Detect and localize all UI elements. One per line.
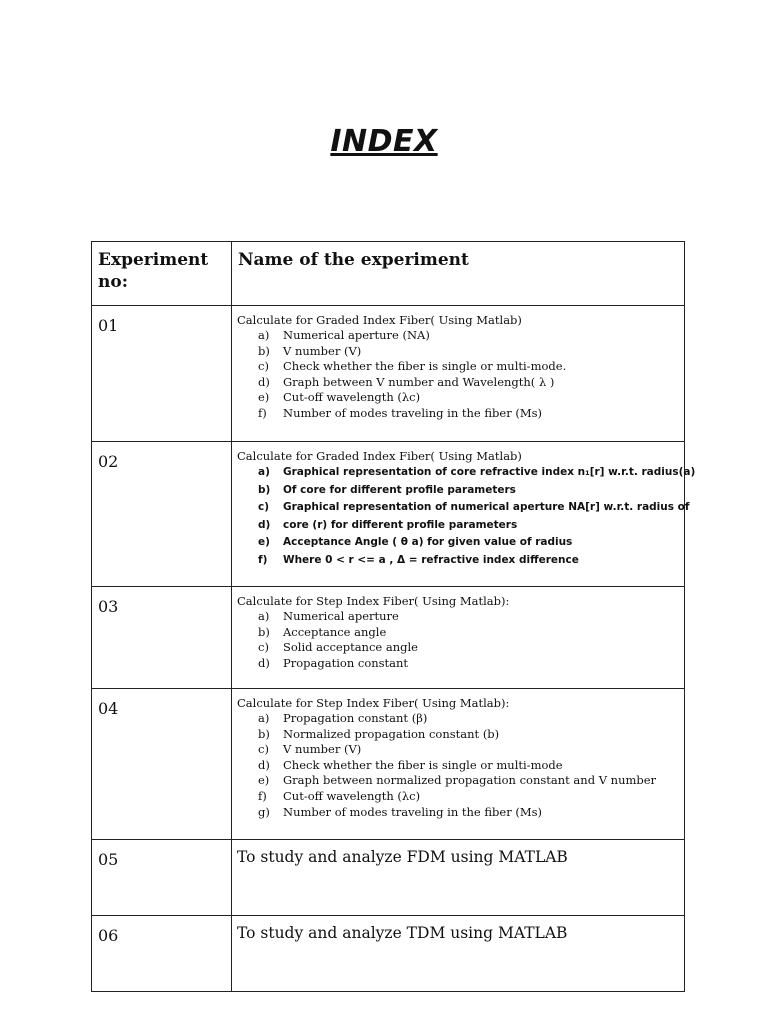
- list-marker: a): [258, 609, 270, 623]
- experiment-intro: Calculate for Step Index Fiber( Using Matlab):: [237, 594, 510, 608]
- experiment-number: 03: [92, 587, 232, 689]
- header-experiment-no: Experiment no:: [92, 242, 232, 306]
- list-text: core (r) for different profile parameters: [283, 518, 518, 531]
- list-text: Graph between V number and Wavelength( λ ): [283, 374, 555, 389]
- experiment-description: [232, 306, 685, 442]
- experiment-number: 04: [92, 689, 232, 840]
- list-item: [258, 711, 679, 727]
- list-item: [258, 552, 679, 570]
- list-item: [258, 727, 679, 743]
- experiment-number: 02: [92, 442, 232, 587]
- list-marker: b): [258, 726, 270, 741]
- list-text: Propagation constant: [283, 655, 409, 670]
- list-item: [258, 625, 679, 641]
- experiment-intro: Calculate for Graded Index Fiber( Using Matlab): [237, 313, 522, 327]
- list-marker: f): [258, 553, 268, 566]
- table-header-row: [92, 242, 685, 306]
- list-item: [258, 482, 679, 500]
- list-text: Graph between normalized propagation constant and V number: [283, 773, 657, 788]
- list-marker: b): [258, 483, 271, 496]
- list-marker: d): [258, 374, 270, 389]
- list-item: [258, 640, 679, 656]
- list-marker: c): [258, 742, 269, 757]
- list-marker: c): [258, 359, 269, 374]
- list-text: Of core for different profile parameters: [283, 483, 516, 496]
- header-experiment-name: Name of the experiment: [232, 242, 685, 306]
- experiment-description: [232, 587, 685, 689]
- experiment-task-list: [237, 464, 696, 570]
- experiment-index-table: [91, 241, 696, 992]
- list-marker: c): [258, 640, 269, 655]
- list-marker: d): [258, 518, 271, 531]
- list-item: [258, 656, 679, 672]
- list-item: [258, 499, 690, 517]
- list-marker: a): [258, 711, 270, 725]
- list-marker: a): [258, 466, 270, 478]
- list-item: [258, 344, 679, 360]
- experiment-intro: Calculate for Graded Index Fiber( Using Matlab): [237, 449, 522, 463]
- list-marker: a): [258, 328, 270, 342]
- list-marker: b): [258, 343, 270, 358]
- experiment-name: To study and analyze FDM using MATLAB: [232, 840, 685, 916]
- page-title: INDEX: [330, 124, 438, 159]
- table-row: [92, 840, 685, 916]
- list-text: Number of modes traveling in the fiber (Ms): [283, 804, 543, 819]
- list-item: [258, 406, 679, 422]
- list-text: Numerical aperture: [283, 609, 399, 623]
- experiment-description: [232, 442, 696, 587]
- list-item: [258, 805, 679, 821]
- list-item: [258, 390, 679, 406]
- table-row: [92, 306, 685, 442]
- list-marker: e): [258, 536, 270, 549]
- list-marker: d): [258, 655, 270, 670]
- list-item: [258, 328, 679, 344]
- list-item: [258, 742, 679, 758]
- list-text: V number (V): [283, 343, 362, 358]
- list-item: [258, 517, 679, 535]
- list-item: [258, 789, 679, 805]
- list-marker: d): [258, 757, 270, 772]
- experiment-task-list: [237, 609, 679, 671]
- list-marker: b): [258, 624, 270, 639]
- list-marker: g): [258, 804, 270, 819]
- experiment-name: To study and analyze TDM using MATLAB: [232, 916, 685, 992]
- experiment-task-list: [237, 328, 679, 422]
- list-text: Graphical representation of numerical aperture NA[r] w.r.t. radius of: [283, 501, 690, 514]
- table-row: [92, 442, 685, 587]
- table-row: [92, 587, 685, 689]
- experiment-task-list: [237, 711, 679, 820]
- list-marker: c): [258, 501, 270, 514]
- list-text: Number of modes traveling in the fiber (Ms): [283, 405, 543, 420]
- list-text: V number (V): [283, 742, 362, 757]
- list-text: Solid acceptance angle: [283, 640, 418, 655]
- list-marker: f): [258, 788, 267, 803]
- list-text: Numerical aperture (NA): [283, 328, 430, 342]
- list-text: Acceptance angle: [283, 624, 387, 639]
- table-row: [92, 689, 685, 840]
- list-text: Check whether the fiber is single or multi-mode: [283, 757, 563, 772]
- list-text: Cut-off wavelength (λc): [283, 390, 421, 405]
- experiment-number: 05: [92, 840, 232, 916]
- experiment-description: [232, 689, 685, 840]
- list-item: [258, 773, 679, 789]
- experiment-number: 01: [92, 306, 232, 442]
- list-text: Acceptance Angle ( θ a) for given value of radius: [283, 536, 573, 549]
- list-item: [258, 758, 679, 774]
- list-item: [258, 375, 679, 391]
- list-text: Cut-off wavelength (λc): [283, 788, 421, 803]
- list-item: [258, 609, 679, 625]
- list-item: [258, 534, 679, 552]
- experiment-number: 06: [92, 916, 232, 992]
- list-item: [258, 359, 679, 375]
- experiment-intro: Calculate for Step Index Fiber( Using Matlab):: [237, 696, 510, 710]
- list-text: Check whether the fiber is single or multi-mode.: [283, 359, 567, 374]
- list-text: Where 0 < r <= a , Δ = refractive index difference: [283, 553, 579, 566]
- list-marker: e): [258, 390, 270, 405]
- list-marker: e): [258, 773, 270, 788]
- list-text: Graphical representation of core refractive index n₁[r] w.r.t. radius(a): [283, 466, 696, 478]
- table-row: [92, 916, 685, 992]
- list-text: Propagation constant (β): [283, 711, 428, 725]
- list-text: Normalized propagation constant (b): [283, 726, 500, 741]
- list-marker: f): [258, 405, 267, 420]
- list-item: [258, 464, 696, 482]
